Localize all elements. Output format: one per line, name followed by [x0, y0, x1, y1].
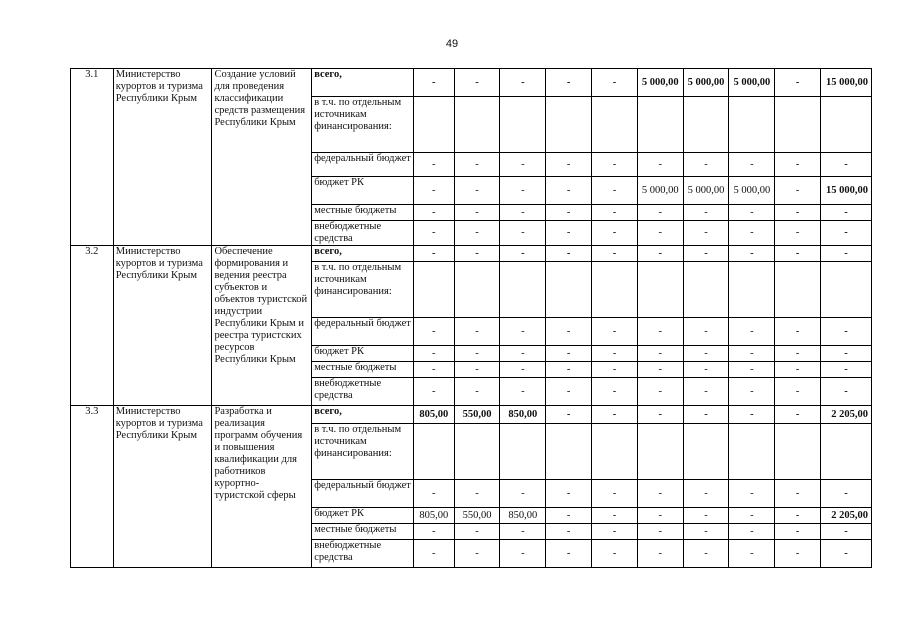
year-value-cell: -: [592, 524, 638, 540]
total-value-cell: -: [821, 153, 872, 177]
year-value-cell: -: [683, 221, 729, 246]
year-value-cell: -: [454, 346, 500, 362]
year-value-cell: -: [413, 362, 454, 378]
total-value-cell: -: [821, 378, 872, 406]
year-value-cell: -: [546, 362, 592, 378]
year-value-cell: -: [413, 346, 454, 362]
year-value-cell: -: [454, 540, 500, 568]
year-value-cell: -: [413, 153, 454, 177]
year-value-cell: -: [729, 378, 775, 406]
year-value-cell: 5 000,00: [683, 69, 729, 97]
year-value-cell: -: [413, 524, 454, 540]
year-value-cell: 5 000,00: [683, 177, 729, 205]
year-value-cell: -: [729, 362, 775, 378]
year-value-cell: -: [775, 362, 821, 378]
year-value-cell: 5 000,00: [729, 177, 775, 205]
year-value-cell: [637, 97, 683, 153]
year-value-cell: -: [775, 540, 821, 568]
year-value-cell: -: [546, 540, 592, 568]
source-label-cell: бюджет РК: [312, 508, 414, 524]
total-value-cell: -: [821, 346, 872, 362]
total-value-cell: -: [821, 540, 872, 568]
year-value-cell: -: [454, 221, 500, 246]
year-value-cell: -: [454, 177, 500, 205]
year-value-cell: -: [637, 480, 683, 508]
year-value-cell: 805,00: [413, 406, 454, 424]
total-value-cell: -: [821, 318, 872, 346]
page-number: 49: [445, 38, 459, 50]
measure-number: 3.3: [71, 406, 114, 568]
year-value-cell: [546, 97, 592, 153]
year-value-cell: 5 000,00: [729, 69, 775, 97]
total-value-cell: -: [821, 205, 872, 221]
year-value-cell: -: [775, 153, 821, 177]
year-value-cell: -: [683, 362, 729, 378]
year-value-cell: -: [454, 362, 500, 378]
total-value-cell: -: [821, 480, 872, 508]
year-value-cell: -: [729, 246, 775, 262]
year-value-cell: -: [454, 205, 500, 221]
year-value-cell: -: [683, 378, 729, 406]
year-value-cell: 5 000,00: [637, 177, 683, 205]
year-value-cell: -: [546, 480, 592, 508]
source-label-cell: федеральный бюджет: [312, 480, 414, 508]
year-value-cell: -: [413, 221, 454, 246]
source-label-cell: федеральный бюджет: [312, 318, 414, 346]
year-value-cell: -: [413, 205, 454, 221]
year-value-cell: -: [500, 480, 546, 508]
year-value-cell: -: [454, 69, 500, 97]
year-value-cell: -: [592, 346, 638, 362]
year-value-cell: -: [637, 318, 683, 346]
year-value-cell: -: [775, 221, 821, 246]
year-value-cell: [637, 424, 683, 480]
year-value-cell: [683, 262, 729, 318]
source-label-cell: бюджет РК: [312, 346, 414, 362]
year-value-cell: -: [637, 346, 683, 362]
year-value-cell: 850,00: [500, 508, 546, 524]
year-value-cell: -: [592, 69, 638, 97]
year-value-cell: [729, 262, 775, 318]
year-value-cell: -: [413, 318, 454, 346]
year-value-cell: -: [683, 406, 729, 424]
year-value-cell: -: [683, 346, 729, 362]
year-value-cell: -: [775, 318, 821, 346]
year-value-cell: -: [592, 246, 638, 262]
year-value-cell: -: [729, 524, 775, 540]
total-value-cell: -: [821, 246, 872, 262]
year-value-cell: -: [500, 318, 546, 346]
year-value-cell: -: [413, 480, 454, 508]
year-value-cell: -: [413, 69, 454, 97]
total-value-cell: 2 205,00: [821, 406, 872, 424]
year-value-cell: [546, 262, 592, 318]
total-value-cell: [821, 262, 872, 318]
year-value-cell: [592, 424, 638, 480]
year-value-cell: -: [729, 346, 775, 362]
total-value-cell: 15 000,00: [821, 69, 872, 97]
year-value-cell: -: [592, 540, 638, 568]
year-value-cell: -: [500, 378, 546, 406]
year-value-cell: -: [500, 540, 546, 568]
source-label-cell: местные бюджеты: [312, 524, 414, 540]
year-value-cell: [729, 424, 775, 480]
source-label-cell: всего,: [312, 406, 414, 424]
year-value-cell: -: [637, 378, 683, 406]
year-value-cell: -: [729, 406, 775, 424]
year-value-cell: -: [683, 205, 729, 221]
total-value-cell: [821, 424, 872, 480]
year-value-cell: -: [546, 246, 592, 262]
total-value-cell: 2 205,00: [821, 508, 872, 524]
table-row: [71, 406, 872, 424]
measure-number: 3.2: [71, 246, 114, 406]
total-value-cell: -: [821, 524, 872, 540]
funding-table: [70, 68, 872, 568]
year-value-cell: -: [729, 221, 775, 246]
year-value-cell: -: [683, 480, 729, 508]
year-value-cell: -: [592, 480, 638, 508]
year-value-cell: 850,00: [500, 406, 546, 424]
measure-name-cell: Обеспечение формирования и ведения реестра субъектов и объектов туристской индустрии Республики Крым и реестра туристских ресурсов Республики Крым: [212, 246, 312, 406]
year-value-cell: -: [413, 540, 454, 568]
year-value-cell: -: [546, 406, 592, 424]
year-value-cell: -: [500, 177, 546, 205]
year-value-cell: -: [454, 378, 500, 406]
year-value-cell: -: [775, 246, 821, 262]
measure-name-cell: Разработка и реализация программ обучения и повышения квалификации для работников курортно-туристской сферы: [212, 406, 312, 568]
year-value-cell: [592, 262, 638, 318]
source-label-cell: местные бюджеты: [312, 362, 414, 378]
source-label-cell: внебюджетные средства: [312, 221, 414, 246]
measure-name-cell: Создание условий для проведения классификации средств размещения Республики Крым: [212, 69, 312, 246]
year-value-cell: -: [413, 378, 454, 406]
source-label-cell: бюджет РК: [312, 177, 414, 205]
year-value-cell: -: [454, 153, 500, 177]
total-value-cell: 15 000,00: [821, 177, 872, 205]
table-row: [71, 246, 872, 262]
year-value-cell: [500, 424, 546, 480]
year-value-cell: 5 000,00: [637, 69, 683, 97]
executor-cell: Министерство курортов и туризма Республики Крым: [113, 246, 212, 406]
year-value-cell: -: [637, 221, 683, 246]
year-value-cell: 550,00: [454, 406, 500, 424]
year-value-cell: -: [454, 480, 500, 508]
year-value-cell: -: [775, 406, 821, 424]
year-value-cell: -: [500, 362, 546, 378]
year-value-cell: -: [592, 205, 638, 221]
source-label-cell: местные бюджеты: [312, 205, 414, 221]
year-value-cell: -: [637, 540, 683, 568]
year-value-cell: [592, 97, 638, 153]
year-value-cell: -: [775, 69, 821, 97]
source-label-cell: в т.ч. по отдельным источникам финансирования:: [312, 97, 414, 153]
year-value-cell: 550,00: [454, 508, 500, 524]
year-value-cell: [683, 97, 729, 153]
year-value-cell: -: [546, 153, 592, 177]
year-value-cell: [500, 262, 546, 318]
measure-number: 3.1: [71, 69, 114, 246]
year-value-cell: -: [729, 480, 775, 508]
year-value-cell: -: [546, 69, 592, 97]
year-value-cell: [413, 424, 454, 480]
year-value-cell: -: [413, 246, 454, 262]
total-value-cell: [821, 97, 872, 153]
year-value-cell: [454, 424, 500, 480]
year-value-cell: -: [500, 153, 546, 177]
year-value-cell: -: [683, 318, 729, 346]
year-value-cell: [729, 97, 775, 153]
year-value-cell: -: [637, 246, 683, 262]
total-value-cell: -: [821, 362, 872, 378]
source-label-cell: внебюджетные средства: [312, 540, 414, 568]
year-value-cell: -: [592, 508, 638, 524]
year-value-cell: -: [500, 221, 546, 246]
year-value-cell: -: [775, 508, 821, 524]
source-label-cell: в т.ч. по отдельным источникам финансирования:: [312, 424, 414, 480]
year-value-cell: -: [775, 524, 821, 540]
year-value-cell: -: [546, 177, 592, 205]
year-value-cell: -: [637, 362, 683, 378]
year-value-cell: -: [500, 205, 546, 221]
year-value-cell: -: [454, 246, 500, 262]
source-label-cell: всего,: [312, 246, 414, 262]
year-value-cell: -: [546, 378, 592, 406]
year-value-cell: [413, 262, 454, 318]
year-value-cell: -: [546, 318, 592, 346]
year-value-cell: -: [637, 524, 683, 540]
year-value-cell: -: [454, 524, 500, 540]
year-value-cell: -: [592, 318, 638, 346]
year-value-cell: -: [637, 205, 683, 221]
year-value-cell: -: [683, 246, 729, 262]
year-value-cell: -: [775, 378, 821, 406]
year-value-cell: -: [500, 524, 546, 540]
year-value-cell: -: [729, 508, 775, 524]
year-value-cell: -: [454, 318, 500, 346]
year-value-cell: -: [592, 177, 638, 205]
year-value-cell: [637, 262, 683, 318]
year-value-cell: [775, 97, 821, 153]
year-value-cell: -: [729, 153, 775, 177]
source-label-cell: федеральный бюджет: [312, 153, 414, 177]
year-value-cell: -: [729, 318, 775, 346]
table-row: [71, 69, 872, 97]
year-value-cell: -: [500, 346, 546, 362]
year-value-cell: -: [413, 177, 454, 205]
year-value-cell: -: [637, 153, 683, 177]
year-value-cell: [546, 424, 592, 480]
year-value-cell: -: [683, 540, 729, 568]
year-value-cell: -: [546, 346, 592, 362]
source-label-cell: всего,: [312, 69, 414, 97]
total-value-cell: -: [821, 221, 872, 246]
year-value-cell: [683, 424, 729, 480]
year-value-cell: -: [775, 177, 821, 205]
year-value-cell: [454, 97, 500, 153]
year-value-cell: -: [592, 221, 638, 246]
year-value-cell: -: [592, 406, 638, 424]
year-value-cell: -: [592, 153, 638, 177]
year-value-cell: [775, 424, 821, 480]
year-value-cell: [500, 97, 546, 153]
year-value-cell: [775, 262, 821, 318]
year-value-cell: -: [546, 205, 592, 221]
source-label-cell: в т.ч. по отдельным источникам финансирования:: [312, 262, 414, 318]
year-value-cell: -: [775, 480, 821, 508]
year-value-cell: -: [775, 346, 821, 362]
year-value-cell: -: [500, 69, 546, 97]
executor-cell: Министерство курортов и туризма Республики Крым: [113, 406, 212, 568]
source-label-cell: внебюджетные средства: [312, 378, 414, 406]
year-value-cell: -: [500, 246, 546, 262]
year-value-cell: -: [546, 221, 592, 246]
year-value-cell: [413, 97, 454, 153]
year-value-cell: [454, 262, 500, 318]
year-value-cell: -: [775, 205, 821, 221]
year-value-cell: -: [592, 362, 638, 378]
year-value-cell: -: [683, 508, 729, 524]
year-value-cell: -: [546, 508, 592, 524]
year-value-cell: -: [729, 540, 775, 568]
year-value-cell: -: [683, 524, 729, 540]
year-value-cell: -: [546, 524, 592, 540]
year-value-cell: -: [683, 153, 729, 177]
year-value-cell: -: [637, 406, 683, 424]
year-value-cell: 805,00: [413, 508, 454, 524]
executor-cell: Министерство курортов и туризма Республики Крым: [113, 69, 212, 246]
year-value-cell: -: [729, 205, 775, 221]
year-value-cell: -: [637, 508, 683, 524]
year-value-cell: -: [592, 378, 638, 406]
